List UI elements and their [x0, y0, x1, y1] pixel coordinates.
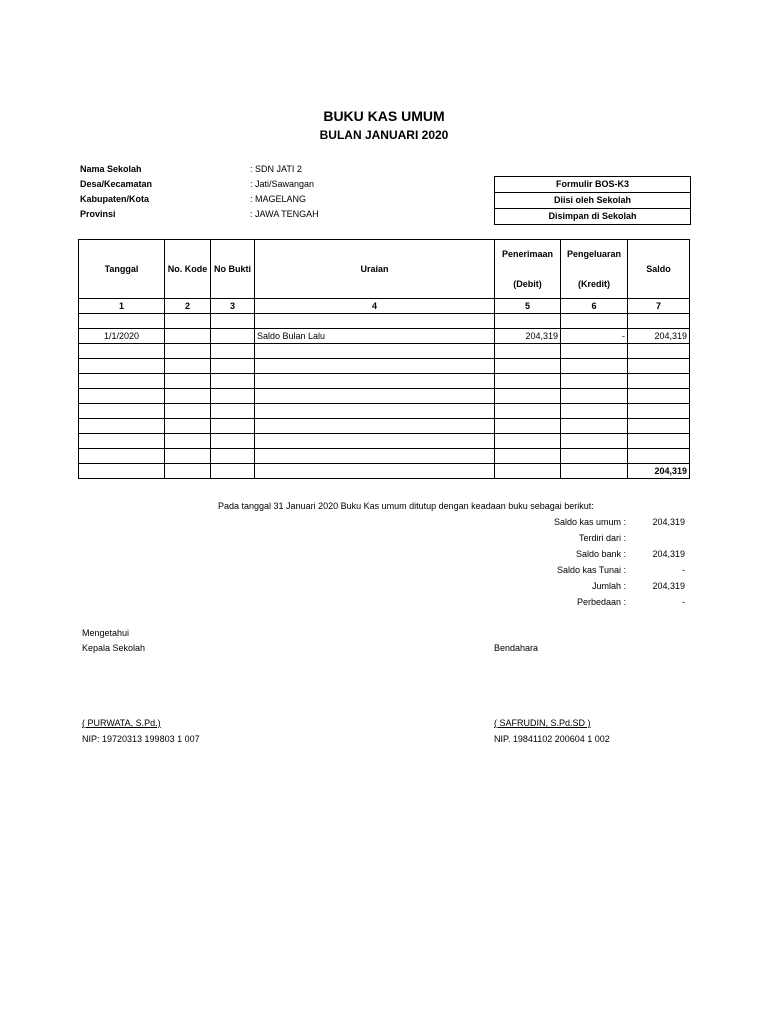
- table-header-row: [79, 240, 690, 299]
- cell-penerimaan: 204,319: [495, 329, 561, 344]
- header-bukti: No Bukti: [211, 240, 255, 299]
- summary-label: Saldo bank :: [575, 549, 626, 559]
- summary-label: Saldo kas Tunai :: [556, 565, 626, 575]
- signature-treasurer-name: ( SAFRUDIN, S.Pd.SD ): [494, 718, 591, 728]
- table-row: [79, 419, 690, 434]
- form-stored-at: Disimpan di Sekolah: [548, 211, 637, 221]
- signature-principal-title: Kepala Sekolah: [82, 643, 146, 653]
- table-row: [79, 314, 690, 329]
- header-debit-label: (Debit): [513, 279, 542, 289]
- signature-principal-nip: NIP: 19720313 199803 1 007: [82, 734, 200, 744]
- cell-pengeluaran: -: [561, 329, 628, 344]
- summary-value: -: [682, 565, 685, 575]
- info-label-village: Desa/Kecamatan: [80, 179, 153, 189]
- summary-label: Jumlah :: [591, 581, 626, 591]
- cell-uraian: Saldo Bulan Lalu: [255, 329, 495, 344]
- header-kode: No. Kode: [165, 240, 211, 299]
- column-number-row: [79, 299, 690, 314]
- column-number: 2: [165, 299, 211, 314]
- summary-value: 204,319: [652, 549, 685, 559]
- column-number: 4: [255, 299, 495, 314]
- table-row: [79, 359, 690, 374]
- info-value-regency: : MAGELANG: [250, 194, 307, 204]
- cell-tanggal: 1/1/2020: [79, 329, 165, 344]
- signature-treasurer-title: Bendahara: [494, 643, 539, 653]
- form-info-box: [494, 176, 691, 225]
- form-filled-by: Diisi oleh Sekolah: [495, 193, 690, 209]
- info-label-school: Nama Sekolah: [80, 164, 142, 174]
- signature-treasurer-nip: NIP. 19841102 200604 1 002: [494, 734, 610, 744]
- table-total-row: [79, 464, 690, 479]
- table-row: [79, 449, 690, 464]
- table-row: [79, 434, 690, 449]
- table-row: [79, 389, 690, 404]
- info-value-school: : SDN JATI 2: [250, 164, 302, 174]
- cell-saldo: 204,319: [628, 329, 690, 344]
- column-number: 1: [79, 299, 165, 314]
- header-saldo: Saldo: [628, 240, 690, 299]
- table-row: [79, 329, 690, 344]
- document-subtitle: BULAN JANUARI 2020: [319, 128, 449, 142]
- ledger-table: [78, 239, 690, 479]
- form-code: Formulir BOS-K3: [495, 177, 690, 193]
- signature-acknowledged: Mengetahui: [82, 628, 130, 638]
- table-row: [79, 404, 690, 419]
- column-number: 7: [628, 299, 690, 314]
- summary-value: 204,319: [652, 581, 685, 591]
- header-pengeluaran-label: Pengeluaran: [566, 249, 622, 259]
- column-number: 5: [495, 299, 561, 314]
- signature-principal-name: ( PURWATA, S.Pd.): [82, 718, 161, 728]
- closing-statement: Pada tanggal 31 Januari 2020 Buku Kas umum ditutup dengan keadaan buku sebagai berikut:: [218, 501, 594, 511]
- summary-label: Saldo kas umum :: [553, 517, 626, 527]
- table-row: [79, 374, 690, 389]
- info-label-regency: Kabupaten/Kota: [80, 194, 150, 204]
- column-number: 6: [561, 299, 628, 314]
- summary-label: Terdiri dari :: [578, 533, 626, 543]
- header-tanggal: Tanggal: [79, 240, 165, 299]
- header-kredit-label: (Kredit): [578, 279, 610, 289]
- header-penerimaan-label: Penerimaan: [501, 249, 554, 259]
- cell-total-saldo: 204,319: [628, 464, 690, 479]
- table-row: [79, 344, 690, 359]
- document-title: BUKU KAS UMUM: [323, 108, 445, 124]
- info-value-village: : Jati/Sawangan: [250, 179, 315, 189]
- header-uraian: Uraian: [255, 240, 495, 299]
- header-pengeluaran: [561, 240, 628, 299]
- info-label-province: Provinsi: [80, 209, 116, 219]
- summary-value: -: [682, 597, 685, 607]
- header-penerimaan: [495, 240, 561, 299]
- info-value-province: : JAWA TENGAH: [250, 209, 319, 219]
- column-number: 3: [211, 299, 255, 314]
- summary-label: Perbedaan :: [576, 597, 626, 607]
- summary-value: 204,319: [652, 517, 685, 527]
